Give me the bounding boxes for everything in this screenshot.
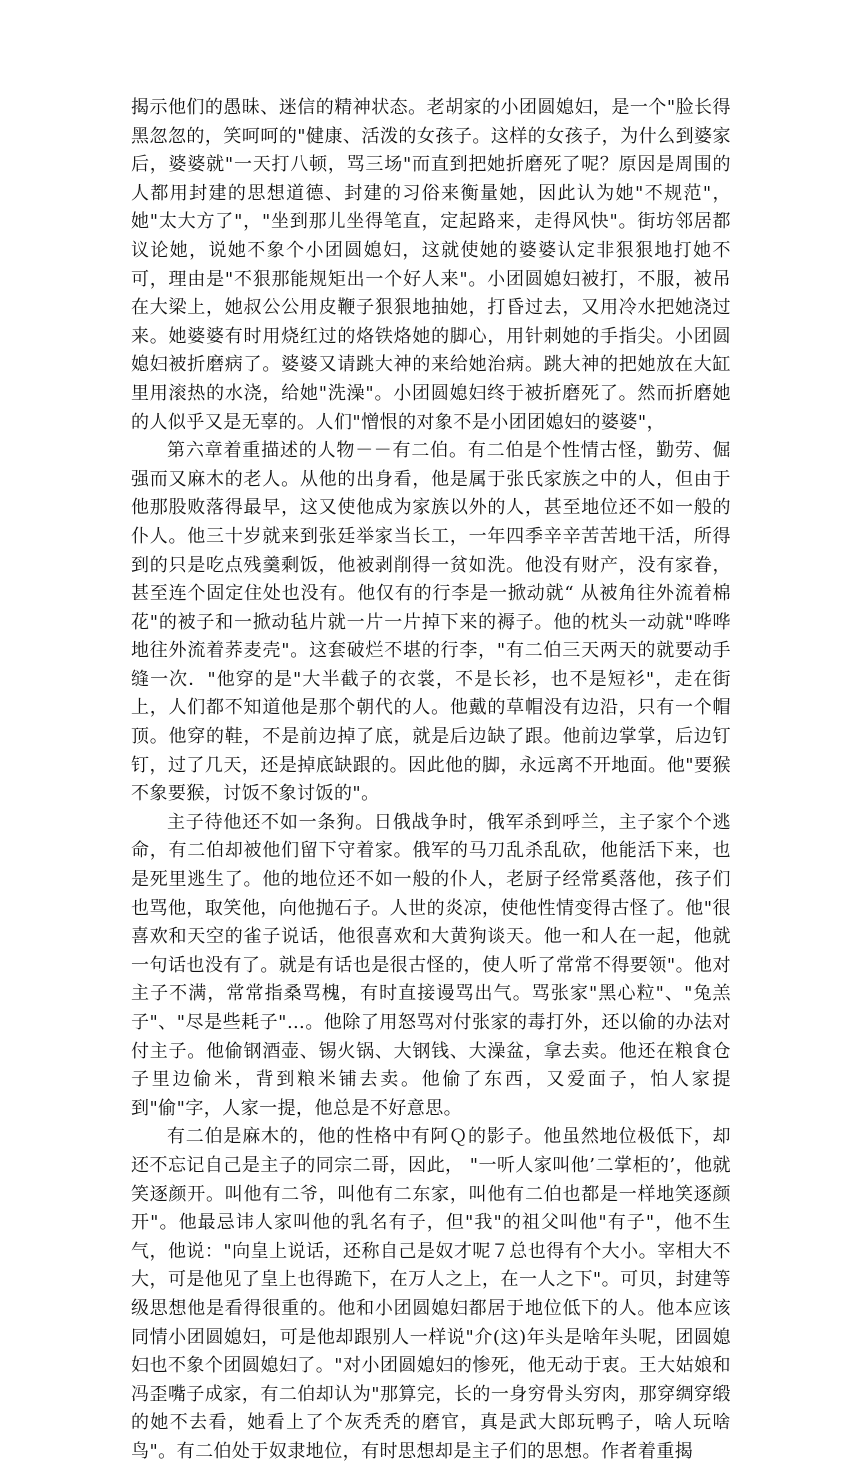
paragraph-2: 第六章着重描述的人物－－有二伯。有二伯是个性情古怪，勤劳、倔强而又麻木的老人。从他的出身看，他是属于张氏家族之中的人，但由于他那股败落得最早，这又使他成为家族以外的人，甚至地位还不如一般的仆人。他三十岁就来到张廷举家当长工，一年四季辛辛苦苦地干活，所得到的只是吃点残羹剩饭，他被剥削得一贫如洗。他没有财产，没有家眷，甚至连个固定住处也没有。他仅有的行李是一掀动就“ 从被角往外流着棉花"的被子和一掀动毡片就一片一片掉下来的褥子。他的枕头一动就"哗哗地往外流着荞麦壳"。这套破烂不堪的行李，"有二伯三天两天的就要动手缝一次．"他穿的是"大半截子的衣裳，不是长衫，也不是短衫"，走在街上，人们都不知道他是那个朝代的人。他戴的草帽没有边沿，只有一个帽顶。他穿的鞋，不是前边掉了底，就是后边缺了跟。他前边掌掌，后边钉钉，过了几天，还是掉底缺跟的。因此他的脚，永远离不开地面。他"要猴不象要猴，讨饭不象讨饭的"。	[131, 440, 731, 805]
paragraph-4: 有二伯是麻木的，他的性格中有阿Ｑ的影子。他虽然地位极低下，却还不忘记自己是主子的同宗二哥，因此， "一听人家叫他’二掌柜的’，他就笑逐颜开。叫他有二爷，叫他有二东家，叫他有二伯也都是一样地笑逐颜开"。他最忌讳人家叫他的乳名有子，但"我"的祖父叫他"有子"，他不生气，他说："向皇上说话，还称自己是奴才呢７总也得有个大小。宰相大不大，可是他见了皇上也得跪下，在万人之上，在一人之下"。可贝，封建等级思想他是看得很重的。他和小团圆媳妇都居于地位低下的人。他本应该同情小团圆媳妇，可是他却跟别人一样说"介(这)年头是啥年头呢，团圆媳妇也不象个团圆媳妇了。"对小团圆媳妇的惨死，他无动于衷。王大姑娘和冯歪嘴子成家，有二伯却认为"那算完，长的一身穷骨头穷肉，那穿绸穿缎的她不去看，她看上了个灰秃秃的磨官，真是武大郎玩鸭子，啥人玩啥鸟"。有二伯处于奴隶地位，有时思想却是主子们的思想。作者着重揭	[131, 1126, 731, 1462]
paragraph-1: 揭示他们的愚昧、迷信的精神状态。老胡家的小团圆媳妇，是一个"脸长得黑忽忽的，笑呵呵的"健康、活泼的女孩子。这样的女孩子，为什么到婆家后，婆婆就"一天打八顿，骂三场"而直到把她折磨死了呢？原因是周围的人都用封建的思想道德、封建的习俗来衡量她，因此认为她"不规范"，她"太大方了"，"坐到那儿坐得笔直，定起路来，走得风快"。街坊邻居都议论她，说她不象个小团圆媳妇，这就使她的婆婆认定非狠狠地打她不可，理由是"不狠那能规矩出一个好人来"。小团圆媳妇被打，不服，被吊在大梁上，她叔公公用皮鞭子狠狠地抽她，打昏过去，又用冷水把她浇过来。她婆婆有时用烧红过的烙铁烙她的脚心，用针刺她的手指尖。小团圆媳妇被折磨病了。婆婆又请跳大神的来给她治病。跳大神的把她放在大缸里用滚热的水浇，给她"洗澡"。小团圆媳妇终于被折磨死了。然而折磨她的人似乎又是无辜的。人们"憎恨的对象不是小团团媳妇的婆婆"，	[131, 97, 731, 433]
paragraph-3: 主子待他还不如一条狗。日俄战争时，俄军杀到呼兰，主子家个个逃命，有二伯却被他们留下守着家。俄军的马刀乱杀乱砍，他能活下来，也是死里逃生了。他的地位还不如一般的仆人，老厨子经常奚落他，孩子们也骂他，取笑他，向他抛石子。人世的炎凉，使他性情变得古怪了。他"很喜欢和天空的雀子说话，他很喜欢和大黄狗谈天。他一和人在一起，他就一句话也没有了。就是有话也是很古怪的，使人听了常常不得要领"。他对主子不满，常常指桑骂槐，有时直接谩骂出气。骂张家"黑心粒"、"兔羔子"、"尽是些耗子"…。他除了用怒骂对付张家的毒打外，还以偷的办法对付主子。他偷钢酒壶、锡火锅、大钢钱、大澡盆，拿去卖。他还在粮食仓子里边偷米，背到粮米铺去卖。他偷了东西，又爱面子，怕人家提到"偷"字，人家一提，他总是不好意思。	[131, 811, 731, 1119]
document-page	[131, 94, 731, 1467]
